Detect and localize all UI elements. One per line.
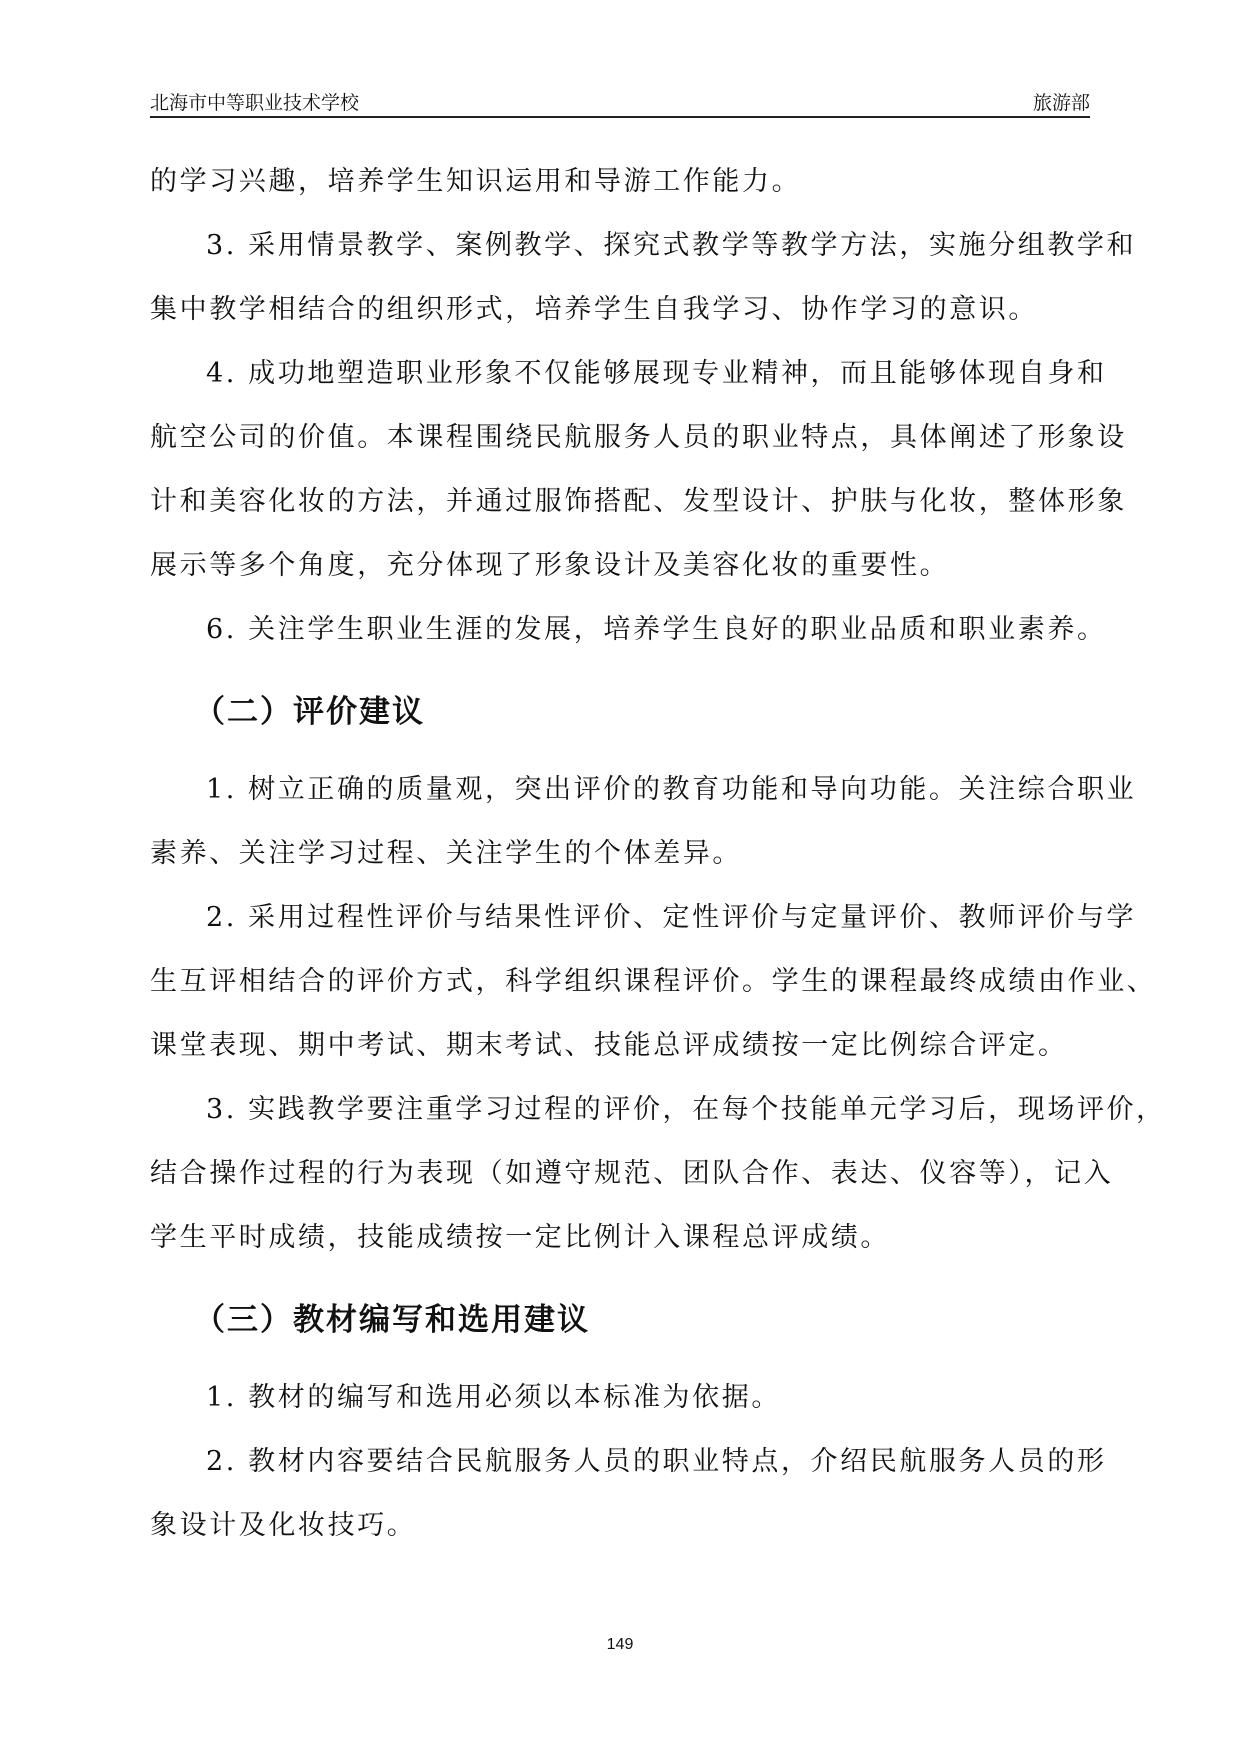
paragraph-line: 展示等多个角度，充分体现了形象设计及美容化妆的重要性。 <box>150 550 950 581</box>
paragraph-line: 6. 关注学生职业生涯的发展，培养学生良好的职业品质和职业素养。 <box>206 614 1107 645</box>
paragraph-line: 4. 成功地塑造职业形象不仅能够展现专业精神，而且能够体现自身和 <box>206 358 1107 389</box>
paragraph-line: 3. 采用情景教学、案例教学、探究式教学等教学方法，实施分组教学和 <box>206 230 1137 261</box>
paragraph-line: 2. 教材内容要结合民航服务人员的职业特点，介绍民航服务人员的形 <box>206 1446 1107 1477</box>
page-header <box>150 84 1090 118</box>
paragraph-line: 1. 树立正确的质量观，突出评价的教育功能和导向功能。关注综合职业 <box>206 774 1137 805</box>
section-heading-textbook: （三）教材编写和选用建议 <box>194 1302 590 1338</box>
paragraph-line: 集中教学相结合的组织形式，培养学生自我学习、协作学习的意识。 <box>150 294 1038 325</box>
paragraph-line: 计和美容化妆的方法，并通过服饰搭配、发型设计、护肤与化妆，整体形象 <box>150 486 1127 517</box>
paragraph-line: 航空公司的价值。本课程围绕民航服务人员的职业特点，具体阐述了形象设 <box>150 422 1127 453</box>
paragraph-line: 结合操作过程的行为表现（如遵守规范、团队合作、表达、仪容等），记入 <box>150 1158 1114 1189</box>
header-department: 旅游部 <box>1032 92 1090 114</box>
paragraph-line: 3. 实践教学要注重学习过程的评价，在每个技能单元学习后，现场评价， <box>206 1094 1166 1125</box>
paragraph-line: 的学习兴趣，培养学生知识运用和导游工作能力。 <box>150 166 802 197</box>
paragraph-line: 素养、关注学习过程、关注学生的个体差异。 <box>150 838 742 869</box>
paragraph-line: 象设计及化妆技巧。 <box>150 1510 417 1541</box>
paragraph-line: 生互评相结合的评价方式，科学组织课程评价。学生的课程最终成绩由作业、 <box>150 966 1157 997</box>
paragraph-line: 1. 教材的编写和选用必须以本标准为依据。 <box>206 1382 781 1413</box>
section-heading-evaluation: （二）评价建议 <box>194 694 425 730</box>
paragraph-line: 学生平时成绩，技能成绩按一定比例计入课程总评成绩。 <box>150 1222 890 1253</box>
page-number: 149 <box>606 1636 634 1653</box>
paragraph-line: 课堂表现、期中考试、期末考试、技能总评成绩按一定比例综合评定。 <box>150 1030 1068 1061</box>
header-school-name: 北海市中等职业技术学校 <box>150 92 360 114</box>
paragraph-line: 2. 采用过程性评价与结果性评价、定性评价与定量评价、教师评价与学 <box>206 902 1137 933</box>
